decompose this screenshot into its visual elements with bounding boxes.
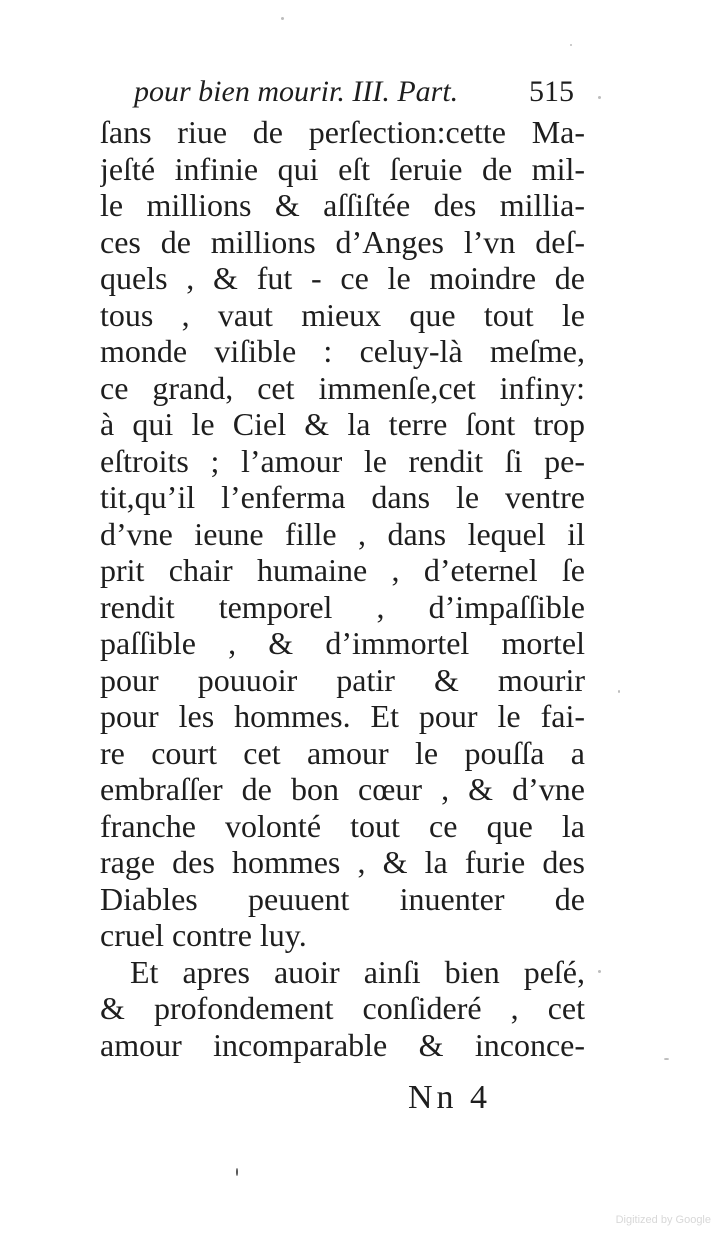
signature-mark: Nn 4 [408,1079,492,1116]
ink-speck [281,17,284,20]
text-line: d’vne ieune fille , dans lequel il [100,515,585,552]
text-line: quels , & fut - ce le moindre de [100,260,585,296]
text-line: ces de millions d’Anges l’vn deſ- [100,223,585,260]
text-line: & profondement conſideré , cet [100,990,585,1026]
text-line: paſſible , & d’immortel mortel [100,625,585,661]
text-line: re court cet amour le pouſſa a [100,734,585,771]
text-line: franche volonté tout ce que la [100,807,585,844]
text-line: à qui le Ciel & la terre ſont trop [100,406,585,442]
ink-speck [598,96,601,99]
text-line: rendit temporel , d’impaſſible [100,588,585,625]
watermark: Digitized by Google [615,1214,711,1226]
text-line: tit,qu’il l’enferma dans le ventre [100,479,585,515]
text-line: amour incomparable & inconce- [100,1026,585,1063]
text-line: jeſté infinie qui eſt ſeruie de mil- [100,150,585,187]
running-header [134,70,574,114]
body-text [100,114,585,1063]
text-line: rage des hommes , & la furie des [100,844,585,880]
running-title: pour bien mourir. III. Part. [134,75,459,108]
ink-speck [570,44,572,46]
ink-speck [664,1058,669,1060]
ink-speck [618,690,620,693]
text-line: le millions & aſſiſtée des millia- [100,187,585,223]
text-line: ce grand, cet immenſe,cet infiny: [100,369,585,406]
text-line: prit chair humaine , d’eternel ſe [100,552,585,588]
text-line: cruel contre luy. [100,917,307,953]
text-line: Diables peuuent inuenter de [100,880,585,917]
text-line: embraſſer de bon cœur , & d’vne [100,771,585,807]
text-line: pour pouuoir patir & mourir [100,661,585,698]
ink-speck [598,970,601,973]
page-number: 515 [529,75,574,108]
ink-speck [236,1168,238,1176]
text-line: tous , vaut mieux que tout le [100,296,585,333]
text-line: Et apres auoir ainſi bien peſé, [130,953,585,990]
text-line: pour les hommes. Et pour le fai- [100,698,585,734]
text-line: monde viſible : celuy-là meſme, [100,333,585,369]
text-line: eſtroits ; l’amour le rendit ſi pe- [100,442,585,479]
text-line: ſans riue de perſection:cette Ma- [100,114,585,150]
